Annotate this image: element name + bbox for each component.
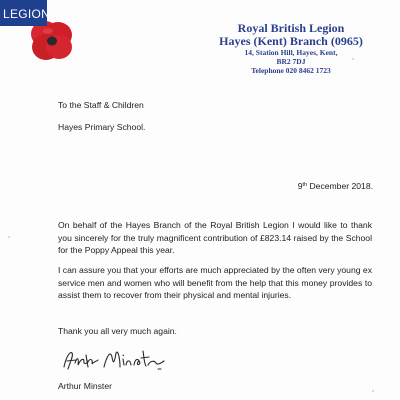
logo-text: LEGION <box>3 7 51 21</box>
legion-logo <box>0 0 78 62</box>
organization-name: Royal British Legion <box>237 21 345 35</box>
scan-speck <box>8 236 10 238</box>
branch-postcode: BR2 7DJ <box>276 57 306 66</box>
date-day: 9 <box>297 181 303 191</box>
branch-name: Hayes (Kent) Branch (0965) <box>219 34 363 48</box>
scan-speck <box>372 390 374 392</box>
signer-name: Arthur Minster <box>58 381 112 391</box>
branch-address: 14, Station Hill, Hayes, Kent, <box>244 48 338 57</box>
recipient-line-1: To the Staff & Children <box>58 100 144 110</box>
recipient-line-2: Hayes Primary School. <box>58 122 146 132</box>
date-rest: December 2018. <box>307 181 373 191</box>
paragraph-thanks: On behalf of the Hayes Branch of the Royal British Legion I would like to thank you sincerely for the truly magnificent contribution of £823.14 raised by the School for the Poppy Appeal this year. <box>58 220 372 256</box>
closing-line: Thank you all very much again. <box>58 326 177 336</box>
letterhead <box>200 22 382 75</box>
date-suffix: th <box>302 182 308 188</box>
handwritten-signature <box>60 343 170 375</box>
letter-date <box>298 180 373 193</box>
branch-telephone: Telephone 020 8462 1723 <box>251 66 331 75</box>
scan-speck <box>352 58 354 60</box>
paragraph-assurance: I can assure you that your efforts are much appreciated by the often very young ex service men and women who will benefit from the help that this money provides to assist them to recover from their physical and mental injuries. <box>58 265 372 301</box>
